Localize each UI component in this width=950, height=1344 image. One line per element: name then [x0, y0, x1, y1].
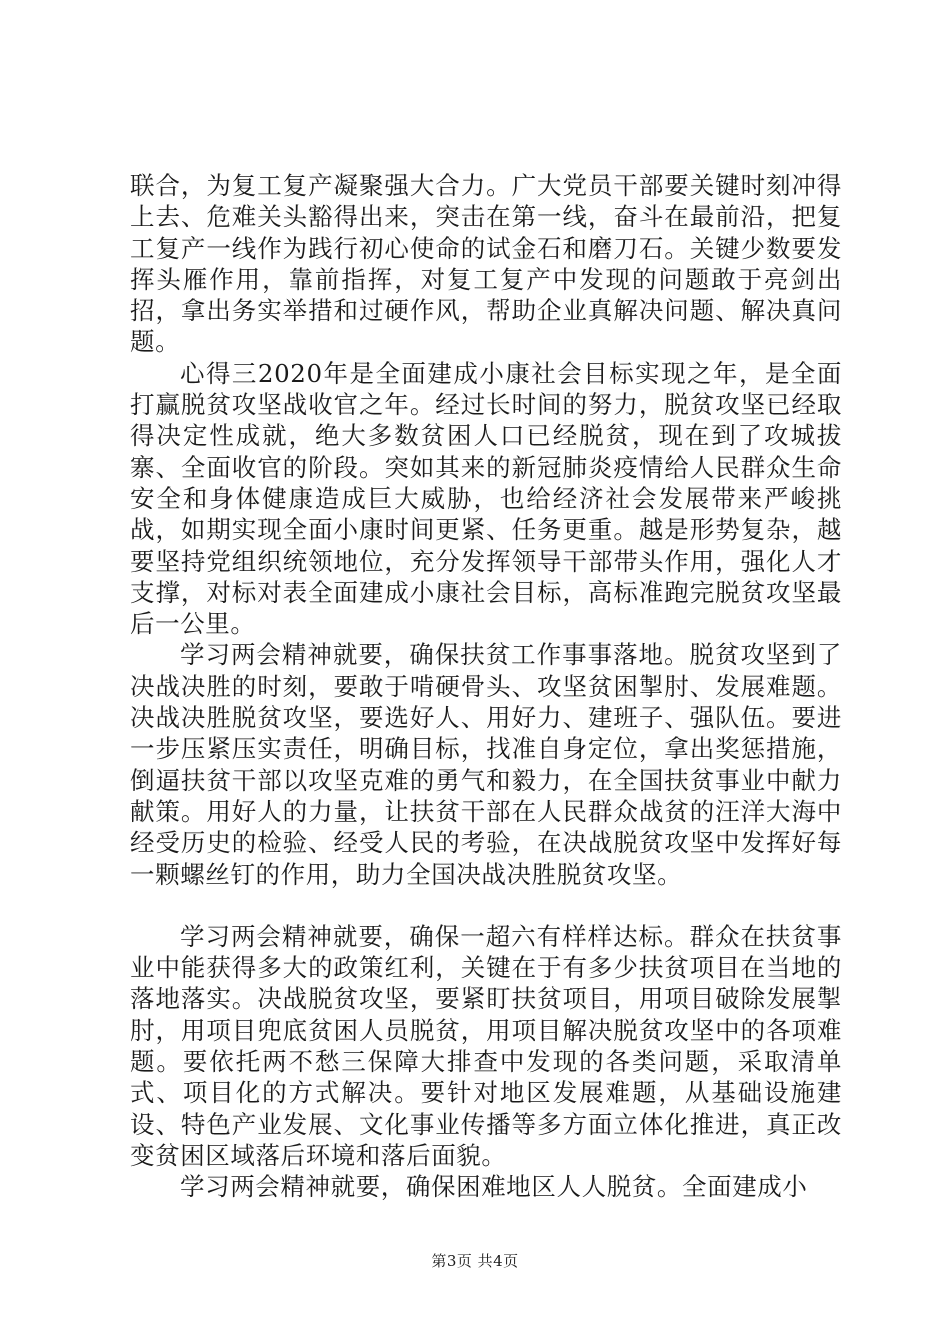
paragraph-2: 心得三2020年是全面建成小康社会目标实现之年，是全面打赢脱贫攻坚战收官之年。经过长时间的努力，脱贫攻坚已经取得决定性成就，绝大多数贫困人口已经脱贫，现在到了攻城拔寨、全面收官的阶段。突如其来的新冠肺炎疫情给人民群众生命安全和身体健康造成巨大威胁，也给经济社会发展带来严峻挑战，如期实现全面小康时间更紧、任务更重。越是形势复杂，越要坚持党组织统领地位，充分发挥领导干部带头作用，强化人才支撑，对标对表全面建成小康社会目标，高标准跑完脱贫攻坚最后一公里。	[130, 358, 842, 639]
document-body	[130, 170, 842, 1203]
page-number-footer: 第3页 共4页	[431, 1252, 519, 1270]
paragraph-1: 联合，为复工复产凝聚强大合力。广大党员干部要关键时刻冲得上去、危难关头豁得出来，突击在第一线，奋斗在最前沿，把复工复产一线作为践行初心使命的试金石和磨刀石。关键少数要发挥头雁作用，靠前指挥，对复工复产中发现的问题敢于亮剑出招，拿出务实举措和过硬作风，帮助企业真解决问题、解决真问题。	[130, 171, 842, 357]
paragraph-5: 学习两会精神就要，确保困难地区人人脱贫。全面建成小	[180, 1172, 808, 1202]
paragraph-3: 学习两会精神就要，确保扶贫工作事事落地。脱贫攻坚到了决战决胜的时刻，要敢于啃硬骨头、攻坚贫困掣肘、发展难题。决战决胜脱贫攻坚，要选好人、用好力、建班子、强队伍。要进一步压紧压实责任，明确目标，找准自身定位，拿出奖惩措施，倒逼扶贫干部以攻坚克难的勇气和毅力，在全国扶贫事业中献力献策。用好人的力量，让扶贫干部在人民群众战贫的汪洋大海中经受历史的检验、经受人民的考验，在决战脱贫攻坚中发挥好每一颗螺丝钉的作用，助力全国决战决胜脱贫攻坚。	[130, 640, 842, 889]
paragraph-4: 学习两会精神就要，确保一超六有样样达标。群众在扶贫事业中能获得多大的政策红利，关键在于有多少扶贫项目在当地的落地落实。决战脱贫攻坚，要紧盯扶贫项目，用项目破除发展掣肘，用项目兜底贫困人员脱贫，用项目解决脱贫攻坚中的各项难题。要依托两不愁三保障大排查中发现的各类问题，采取清单式、项目化的方式解决。要针对地区发展难题，从基础设施建设、特色产业发展、文化事业传播等多方面立体化推进，真正改变贫困区域落后环境和落后面貌。	[130, 921, 842, 1170]
